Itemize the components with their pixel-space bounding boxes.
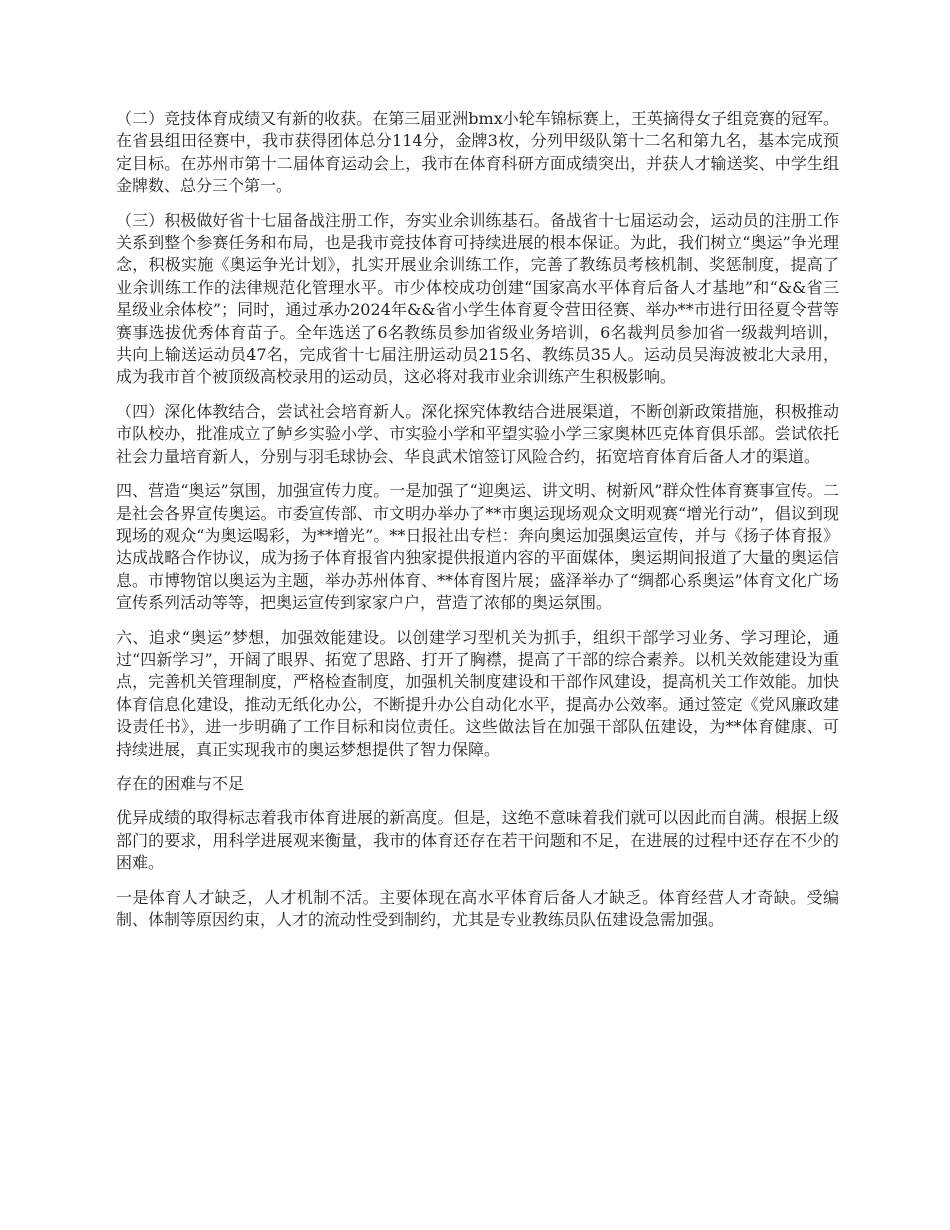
paragraph-registration-training: （三）积极做好省十七届备战注册工作，夯实业余训练基石。备战省十七届运动会，运动员的注册工作关系到整个参赛任务和布局，也是我市竞技体育可持续进展的根本保证。为此，我们树立“奥运”争光理念，积极实施《奥运争光计划》，扎实开展业余训练工作，完善了教练员考核机制、奖惩制度，提高了业余训练工作的法律规范化管理水平。市少体校成功创建“国家高水平体育后备人才基地”和“&&省三星级业余体校”；同时，通过承办2024年&&省小学生体育夏令营田径赛、举办**市进行田径夏令营等赛事选拔优秀体育苗子。全年选送了6名教练员参加省级业务培训，6名裁判员参加省一级裁判培训，共向上输送运动员47名，完成省十七届注册运动员215名、教练员35人。运动员吴海波被北大录用，成为我市首个被顶级高校录用的运动员，这必将对我市业余训练产生积极影响。: [116, 210, 839, 387]
paragraph-sports-education: （四）深化体教结合，尝试社会培育新人。深化探究体教结合进展渠道，不断创新政策措施，积极推动市队校办，批准成立了鲈乡实验小学、市实验小学和平望实验小学三家奥林匹克体育俱乐部。尝试依托社会力量培育新人，分别与羽毛球协会、华良武术馆签订风险合约，拓宽培育体育后备人才的渠道。: [116, 401, 839, 466]
paragraph-competitive-sports: （二）竞技体育成绩又有新的收获。在第三届亚洲bmx小轮车锦标赛上，王英摘得女子组竞赛的冠军。在省县组田径赛中，我市获得团体总分114分，金牌3枚，分列甲级队第十二名和第九名，基本完成预定目标。在苏州市第十二届体育运动会上，我市在体育科研方面成绩突出，并获人才输送奖、中学生组金牌数、总分三个第一。: [116, 109, 839, 196]
section-heading-difficulties: 存在的困难与不足: [116, 773, 245, 793]
paragraph-efficiency-building: 六、追求“奥运”梦想，加强效能建设。以创建学习型机关为抓手，组织干部学习业务、学习理论，通过“四新学习”，开阔了眼界、拓宽了思路、打开了胸襟，提高了干部的综合素养。以机关效能建设为重点，完善机关管理制度，严格检查制度，加强机关制度建设和干部作风建设，提高机关工作效能。加快体育信息化建设，推动无纸化办公，不断提升办公自动化水平，提高办公效率。通过签定《党风廉政建设责任书》，进一步明确了工作目标和岗位责任。这些做法旨在加强干部队伍建设，为**体育健康、可持续进展，真正实现我市的奥运梦想提供了智力保障。: [116, 627, 839, 759]
paragraph-achievements-outlook: 优异成绩的取得标志着我市体育进展的新高度。但是，这绝不意味着我们就可以因此而自满。根据上级部门的要求，用科学进展观来衡量，我市的体育还存在若干问题和不足，在进展的过程中还存在不少的困难。: [116, 808, 839, 873]
paragraph-talent-shortage: 一是体育人才缺乏，人才机制不活。主要体现在高水平体育后备人才缺乏。体育经营人才奇缺。受编制、体制等原因约束，人才的流动性受到制约，尤其是专业教练员队伍建设急需加强。: [116, 887, 839, 929]
document-body: [116, 108, 839, 943]
paragraph-olympic-publicity: 四、营造“奥运”氛围，加强宣传力度。一是加强了“迎奥运、讲文明、树新风”群众性体育赛事宣传。二是社会各界宣传奥运。市委宣传部、市文明办举办了**市奥运现场观众文明观赛“增光行动”，倡议到现现场的观众“为奥运喝彩，为**增光”。**日报社出专栏：奔向奥运加强奥运宣传，并与《扬子体育报》达成战略合作协议，成为扬子体育报省内独家提供报道内容的平面媒体，奥运期间报道了大量的奥运信息。市博物馆以奥运为主题，举办苏州体育、**体育图片展；盛泽举办了“绸都心系奥运”体育文化广场宣传系列活动等等，把奥运宣传到家家户户，营造了浓郁的奥运氛围。: [116, 481, 839, 613]
